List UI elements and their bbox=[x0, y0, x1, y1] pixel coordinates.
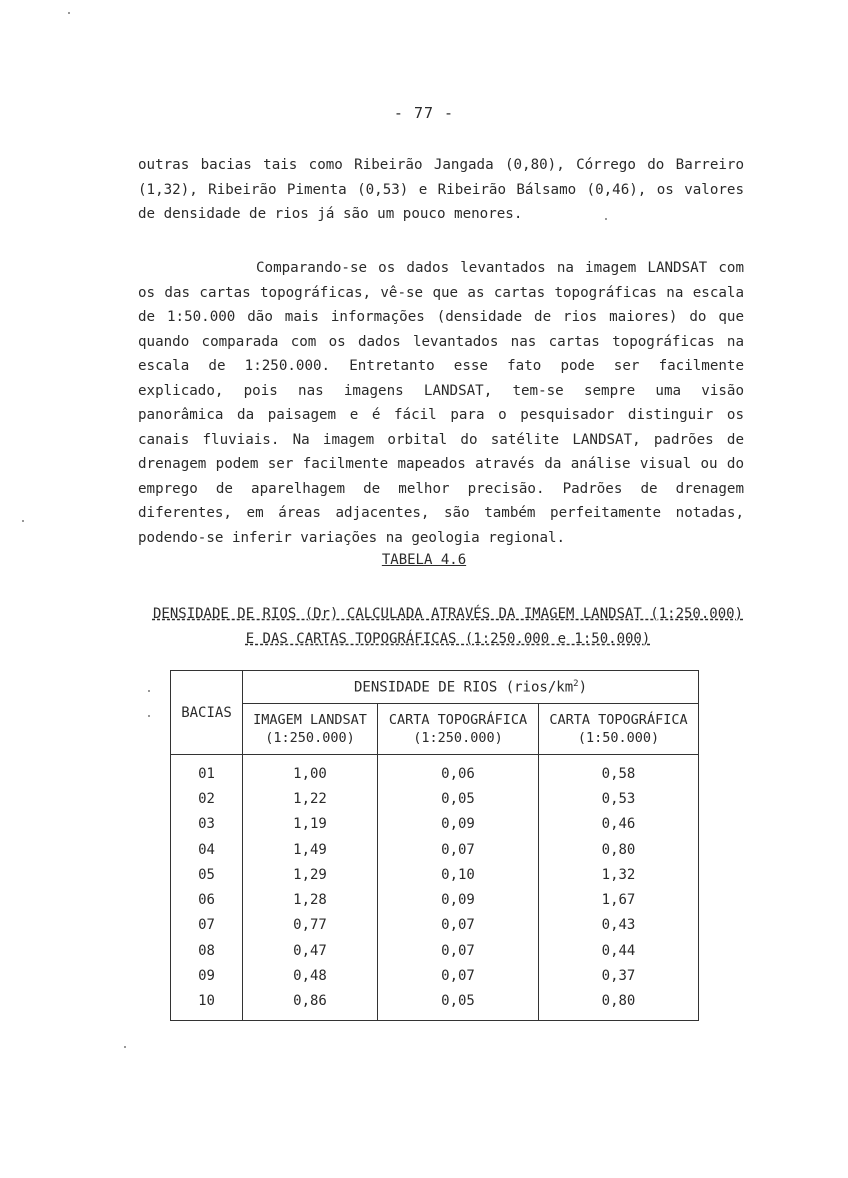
scan-speck bbox=[605, 218, 607, 220]
scan-speck bbox=[22, 520, 24, 522]
cell-bacia: 03 bbox=[171, 812, 243, 837]
cell-carta-50: 0,53 bbox=[539, 786, 699, 811]
table-row bbox=[171, 812, 699, 837]
table-body bbox=[171, 755, 699, 1021]
table-row bbox=[171, 887, 699, 912]
cell-carta-50: 0,44 bbox=[539, 938, 699, 963]
cell-bacia: 08 bbox=[171, 938, 243, 963]
cell-landsat: 1,00 bbox=[243, 755, 378, 787]
cell-carta-250: 0,07 bbox=[378, 837, 539, 862]
header-landsat bbox=[243, 704, 378, 755]
cell-bacia: 04 bbox=[171, 837, 243, 862]
cell-carta-50: 0,46 bbox=[539, 812, 699, 837]
scan-speck bbox=[124, 1046, 126, 1048]
cell-carta-50: 0,43 bbox=[539, 913, 699, 938]
cell-carta-50: 0,80 bbox=[539, 837, 699, 862]
header-carta-250-line2: (1:250.000) bbox=[413, 730, 503, 746]
cell-landsat: 1,49 bbox=[243, 837, 378, 862]
header-carta-50-line1: CARTA TOPOGRÁFICA bbox=[549, 712, 688, 728]
cell-landsat: 0,86 bbox=[243, 989, 378, 1021]
cell-landsat: 1,29 bbox=[243, 862, 378, 887]
cell-carta-50: 0,37 bbox=[539, 963, 699, 988]
cell-carta-250: 0,10 bbox=[378, 862, 539, 887]
paragraph-2: Comparando-se os dados levantados na imagem LANDSAT com os das cartas topográficas, vê-se que as cartas topográficas na escala de 1:50.000 dão mais informações (densidade de rios maiores) do que quando comparada com os dados levantados nas cartas topográficas na escala de 1:250.000. Entretanto esse fato pode ser facilmente explicado, pois nas imagens LANDSAT, tem-se sempre uma visão panorâmica da paisagem e é fácil para o pesquisador distinguir os canais fluviais. Na imagem orbital do satélite LANDSAT, padrões de drenagem podem ser facilmente mapeados através da análise visual ou do emprego de aparelhagem de melhor precisão. Padrões de drenagem diferentes, em áreas adjacentes, são também perfeitamente notadas, podendo-se inferir variações na geologia regional. bbox=[138, 260, 744, 546]
table-row bbox=[171, 989, 699, 1021]
cell-carta-250: 0,05 bbox=[378, 989, 539, 1021]
table-row bbox=[171, 963, 699, 988]
cell-carta-50: 1,67 bbox=[539, 887, 699, 912]
table-row bbox=[171, 837, 699, 862]
header-landsat-line1: IMAGEM LANDSAT bbox=[253, 712, 367, 728]
paragraph-1: outras bacias tais como Ribeirão Jangada (0,80), Córrego do Barreiro (1,32), Ribeirão Pimenta (0,53) e Ribeirão Bálsamo (0,46), os valores de densidade de rios já são um pouco menores. bbox=[138, 157, 744, 222]
cell-bacia: 06 bbox=[171, 887, 243, 912]
cell-carta-50: 0,80 bbox=[539, 989, 699, 1021]
cell-carta-250: 0,06 bbox=[378, 755, 539, 787]
scan-speck bbox=[148, 715, 150, 717]
table-row bbox=[171, 913, 699, 938]
cell-bacia: 07 bbox=[171, 913, 243, 938]
cell-landsat: 0,47 bbox=[243, 938, 378, 963]
header-landsat-line2: (1:250.000) bbox=[265, 730, 355, 746]
table-row bbox=[171, 862, 699, 887]
table-row bbox=[171, 938, 699, 963]
cell-bacia: 02 bbox=[171, 786, 243, 811]
cell-landsat: 0,48 bbox=[243, 963, 378, 988]
table-caption-line-2: E DAS CARTAS TOPOGRÁFICAS (1:250.000 e 1:50.000) bbox=[245, 631, 651, 647]
cell-carta-50: 1,32 bbox=[539, 862, 699, 887]
density-table bbox=[170, 670, 699, 1021]
table-row bbox=[171, 755, 699, 787]
cell-carta-250: 0,09 bbox=[378, 887, 539, 912]
cell-carta-250: 0,07 bbox=[378, 913, 539, 938]
header-bacias: BACIAS bbox=[171, 671, 243, 755]
scan-speck bbox=[148, 690, 150, 692]
header-density-close: ) bbox=[578, 679, 587, 696]
cell-carta-250: 0,09 bbox=[378, 812, 539, 837]
table-label: TABELA 4.6 bbox=[381, 552, 467, 568]
cell-carta-250: 0,07 bbox=[378, 938, 539, 963]
cell-bacia: 05 bbox=[171, 862, 243, 887]
header-density-superscript: 2 bbox=[573, 678, 579, 689]
cell-carta-50: 0,58 bbox=[539, 755, 699, 787]
header-carta-50 bbox=[539, 704, 699, 755]
cell-landsat: 1,19 bbox=[243, 812, 378, 837]
cell-bacia: 09 bbox=[171, 963, 243, 988]
page-number: - 77 - bbox=[393, 104, 455, 122]
cell-landsat: 1,28 bbox=[243, 887, 378, 912]
scan-speck bbox=[68, 12, 70, 14]
cell-landsat: 0,77 bbox=[243, 913, 378, 938]
header-density-text: DENSIDADE DE RIOS (rios/km bbox=[353, 679, 574, 696]
table-caption bbox=[148, 602, 748, 652]
header-carta-50-line2: (1:50.000) bbox=[577, 730, 660, 746]
table-caption-line-1: DENSIDADE DE RIOS (Dr) CALCULADA ATRAVÉS DA IMAGEM LANDSAT (1:250.000) bbox=[152, 606, 743, 622]
cell-bacia: 01 bbox=[171, 755, 243, 787]
header-carta-250 bbox=[378, 704, 539, 755]
cell-bacia: 10 bbox=[171, 989, 243, 1021]
cell-landsat: 1,22 bbox=[243, 786, 378, 811]
header-density-group bbox=[243, 671, 699, 704]
cell-carta-250: 0,07 bbox=[378, 963, 539, 988]
cell-carta-250: 0,05 bbox=[378, 786, 539, 811]
table-row bbox=[171, 786, 699, 811]
header-carta-250-line1: CARTA TOPOGRÁFICA bbox=[388, 712, 528, 728]
